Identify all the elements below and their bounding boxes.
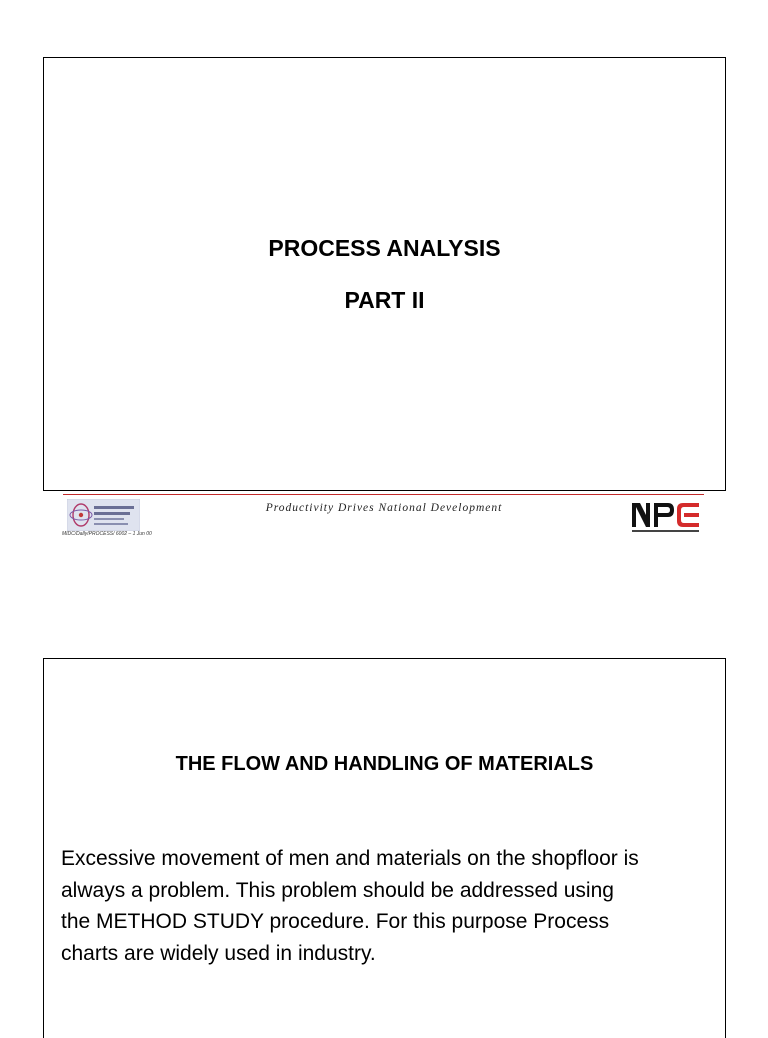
paragraph-line: charts are widely used in industry.	[61, 941, 376, 965]
slide-title-line-2: PART II	[344, 287, 425, 313]
slide-title-frame	[43, 57, 726, 491]
slide-heading: THE FLOW AND HANDLING OF MATERIALS	[175, 753, 594, 775]
document-reference: MIDC/Dally/PROCESS/ 6002 – 1 Jun 00	[62, 531, 152, 537]
paragraph-line: the METHOD STUDY procedure. For this purpose Process	[61, 910, 610, 933]
paragraph-line: always a problem. This problem should be addressed using	[61, 878, 614, 902]
footer-divider	[63, 494, 704, 495]
slide-title-line-1: PROCESS ANALYSIS	[268, 235, 501, 261]
slide-content-frame	[43, 658, 726, 1038]
npc-logo-icon	[631, 501, 701, 535]
slide-paragraph	[61, 843, 721, 969]
paragraph-line: Excessive movement of men and materials on the shopfloor is	[61, 847, 639, 870]
footer-tagline: Productivity Drives National Development	[265, 502, 503, 514]
